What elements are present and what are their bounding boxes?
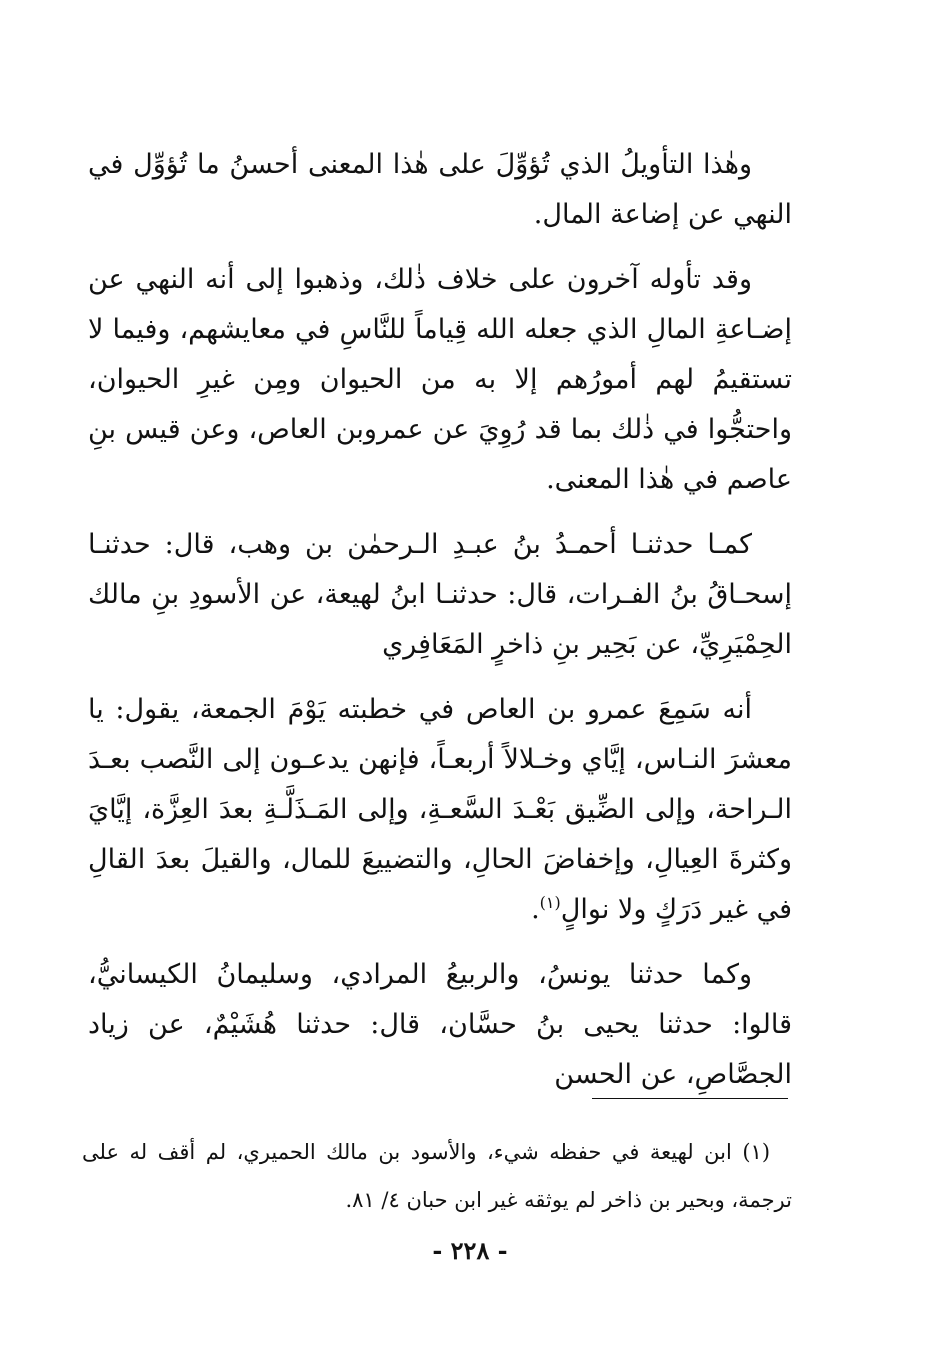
page-number: - ٢٢٨ - [432, 1236, 508, 1265]
paragraph-5: وكما حدثنا يونسُ، والربيعُ المرادي، وسليمانُ الكيسانيُّ، قالوا: حدثنا يحيى بنُ حسَّان، قال: حدثنا هُشَيْمٌ، عن زياد الجصَّاصِ، عن الحسن [88, 959, 792, 1090]
paragraph-3: كمـا حدثنـا أحمـدُ بنُ عبـدِ الـرحمٰن بن وهب، قال: حدثنـا إسحـاقُ بنُ الفـرات، قال: حدثنـا ابنُ لهيعة، عن الأسودِ بنِ مالك الحِمْيَرِيِّ، عن بَحِير بنِ ذاخرٍ المَعَافِري [88, 529, 792, 660]
paragraph-4 [88, 685, 792, 935]
paragraph-2: وقد تأوله آخرون على خلاف ذٰلك، وذهبوا إلى أنه النهي عن إضـاعةِ المالِ الذي جعله الله قِياماً للنَّاسِ في معايشهم، وفيما لا تستقيمُ لهم أمورُهم إلا به من الحيوان ومِن غيرِ الحيوان، واحتجُّوا في ذٰلك بما قد رُوِيَ عن عمروبن العاص، وعن قيس بنِ عاصم في هٰذا المعنى. [88, 264, 792, 495]
main-text [88, 140, 792, 1115]
footnote-separator [592, 1098, 788, 1099]
footnote-marker[interactable]: (١) [539, 893, 561, 912]
paragraph-1: وهٰذا التأويلُ الذي تُؤوِّلَ على هٰذا المعنى أحسنُ ما تُؤوِّل في النهي عن إضاعة المال. [88, 149, 792, 230]
footnote-section [82, 1128, 792, 1224]
paragraph-4-end: . [531, 894, 540, 925]
footnote-text: (١) ابن لهيعة في حفظه شيء، والأسود بن مالك الحميري، لم أقف له على ترجمة، وبحير بن ذاخر لم يوثقه غير ابن حبان ٤/ ٨١. [82, 1140, 792, 1212]
paragraph-4-text: أنه سَمِعَ عمرو بن العاص في خطبته يَوْمَ الجمعة، يقول: يا معشرَ النـاس، إيَّاي وخـلالاً أربعـاً، فإنهن يدعـون إلى النَّصب بعـدَ الـراحة، وإلى الضِّيق بَعْـدَ السَّعـةِ، وإلى المَـذَلَّـةِ بعدَ العِزَّة، إيَّايَ وكثرةَ العِيالِ، وإخفاضَ الحالِ، والتضييعَ للمال، والقيلَ بعدَ القالِ في غير دَرَكٍ ولا نوالٍ [88, 694, 792, 925]
